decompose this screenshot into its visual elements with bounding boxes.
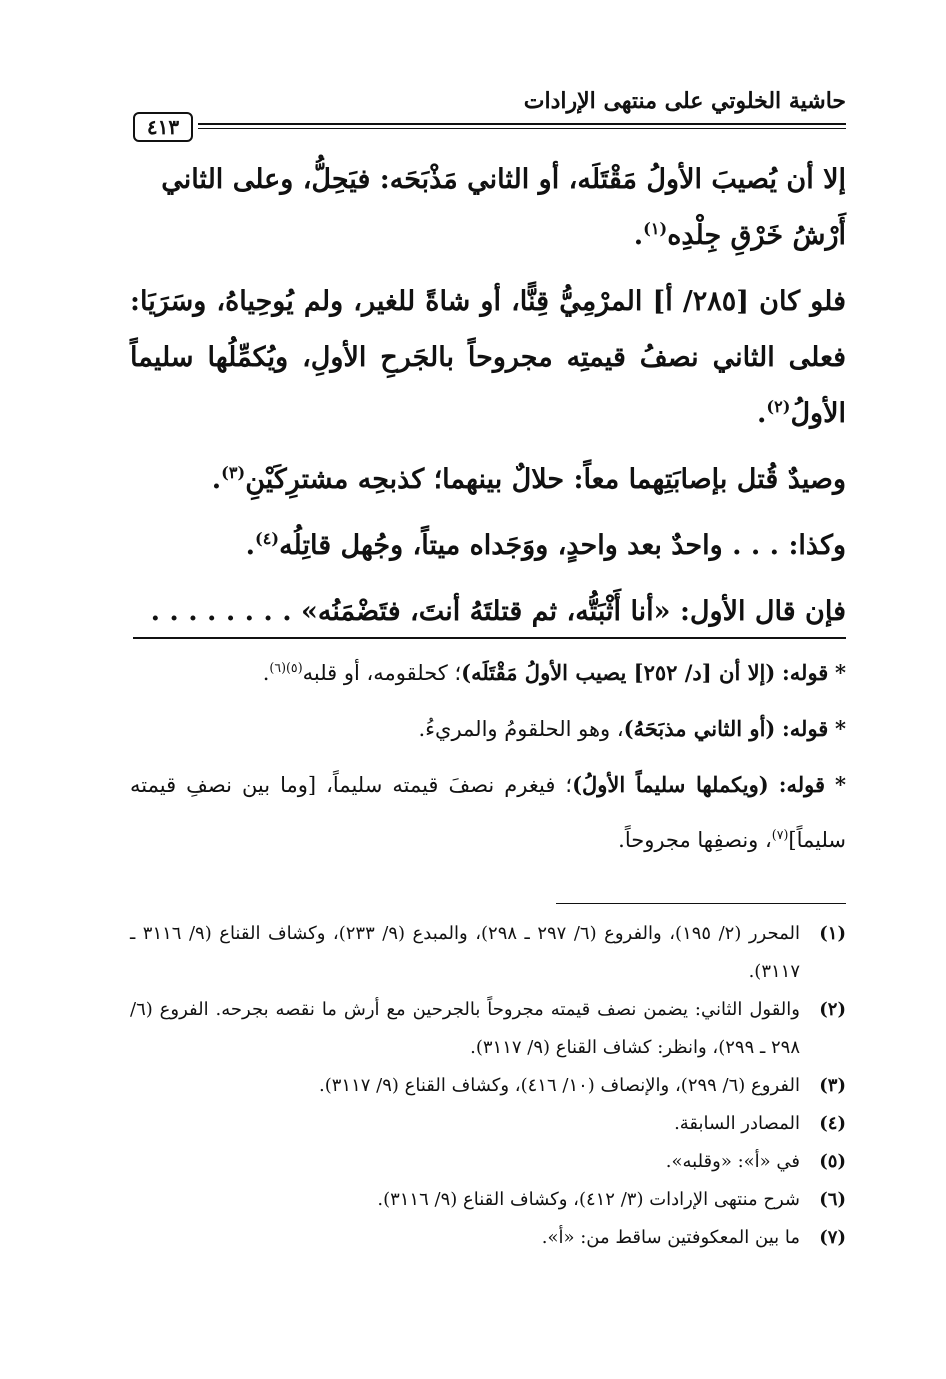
main-text (130, 152, 846, 640)
commentary-label: قوله: (778, 772, 825, 797)
main-paragraph-2 (130, 274, 846, 442)
footnote-number: (١) (819, 923, 846, 944)
commentary-text: ؛ كحلقومه، أو قلبه (302, 661, 462, 685)
footnote-number: (٤) (819, 1113, 846, 1134)
main-p2-text: فلو كان [٢٨٥/ أ] المرْمِيُّ قِنًّا، أو شاةً للغير، ولم يُوحِياهُ، وسَرَيَا: فعلى الثاني نصفُ قيمتِه مجروحاً بالجَرحِ الأولِ، ويُكمِّلُها سليماً الأولُ (130, 286, 846, 429)
footnote-ref[interactable]: (٢) (766, 397, 791, 416)
bullet-star-icon: * (835, 716, 846, 741)
commentary-text-end: ، ونصفِها مجروحاً. (618, 828, 772, 852)
commentary-1 (130, 645, 846, 701)
header-rule (198, 123, 846, 125)
footnote-item (130, 1105, 846, 1143)
punct: . (633, 220, 644, 251)
commentary-label: قوله: (782, 716, 829, 741)
footnote-text: شرح منتهى الإرادات (٣/ ٤١٢)، وكشاف القناع (٩/ ٣١١٦). (377, 1189, 800, 1210)
footnote-text: المحرر (٢/ ١٩٥)، والفروع (٦/ ٢٩٧ ـ ٢٩٨)، والمبدع (٩/ ٢٣٣)، وكشاف القناع (٩/ ٣١١٦ ـ ٣١١٧). (130, 923, 800, 982)
header-rule-thin (198, 128, 846, 129)
bullet-star-icon: * (835, 660, 846, 685)
footnote-number: (٧) (819, 1227, 846, 1248)
commentary-3 (130, 757, 846, 868)
commentary-label: قوله: (782, 660, 829, 685)
main-p3-text: وصيدٌ قُتل بإصابَتِهما معاً: حلالٌ بينهما؛ كذبحِه مشترِكَيْنِ (245, 464, 846, 495)
footnote-item (130, 915, 846, 991)
footnote-number: (٦) (819, 1189, 846, 1210)
main-paragraph-5 (130, 584, 846, 640)
main-paragraph-3 (130, 452, 846, 508)
commentary-text: ؛ فيغرم نصفَ قيمته سليماً، [وما بين نصفِ قيمته سليماً] (130, 773, 846, 852)
punct: . (245, 530, 256, 561)
main-p4-text: وكذا: . . . واحدٌ بعد واحدٍ، ووَجَداه ميتاً، وجُهل قاتِلُه (279, 530, 846, 561)
main-p1-line2: أَرْشُ خَرْقِ جِلْدِه (667, 220, 846, 251)
footnote-text: ما بين المعكوفتين ساقط من: «أ». (541, 1227, 800, 1248)
footnote-ref[interactable]: (٧) (771, 827, 789, 842)
punct: . (211, 464, 222, 495)
footnote-text: المصادر السابقة. (674, 1113, 800, 1134)
footnote-item (130, 1067, 846, 1105)
footnote-text: في «أ»: «وقلبه». (665, 1151, 800, 1172)
footnote-number: (٣) (819, 1075, 846, 1096)
footnote-item (130, 1181, 846, 1219)
footnote-separator (556, 903, 846, 904)
commentary-text: ، وهو الحلقومُ والمريءُ. (418, 717, 624, 741)
main-paragraph-1 (130, 152, 846, 264)
footnotes-section (130, 915, 846, 1257)
commentary-quote: (إلا أن [د/ ٢٥٢] يصيب الأولُ مَقْتَلَه) (461, 660, 776, 685)
footnote-ref[interactable]: (١) (643, 219, 668, 238)
commentary-quote: (أو الثاني مذبَحَهُ) (623, 716, 776, 741)
running-header-title: حاشية الخلوتي على منتهى الإرادات (523, 88, 846, 114)
footnote-ref[interactable]: (٣) (221, 463, 246, 482)
footnote-ref[interactable]: (٥)(٦) (269, 660, 303, 675)
footnote-text: الفروع (٦/ ٢٩٩)، والإنصاف (١٠/ ٤١٦)، وكشاف القناع (٩/ ٣١١٧). (319, 1075, 800, 1096)
commentary-section (130, 645, 846, 868)
footnote-text: والقول الثاني: يضمن نصف قيمته مجروحاً بالجرحين مع أرش ما نقصه بجرحه. الفروع (٦/ ٢٩٨ ـ ٢٩٩)، وانظر: كشاف القناع (٩/ ٣١١٧). (130, 999, 800, 1058)
commentary-2 (130, 701, 846, 757)
footnote-item (130, 1143, 846, 1181)
commentary-separator (133, 637, 846, 639)
main-p1-line1: إلا أن يُصيبَ الأولُ مَقْتَلَه، أو الثاني مَذْبَحَه: فيَحِلُّ، وعلى الثاني (161, 164, 846, 195)
footnote-number: (٢) (819, 999, 846, 1020)
punct: . (262, 661, 270, 685)
footnote-item (130, 991, 846, 1067)
bullet-star-icon: * (835, 772, 846, 797)
footnote-item (130, 1219, 846, 1257)
commentary-quote: (ويكملها سليماً الأولُ) (572, 772, 769, 797)
page-number-box: ٤١٣ (133, 112, 193, 142)
main-paragraph-4 (130, 518, 846, 574)
main-p5-text: فإن قال الأول: «أنا أَثْبَتُّه، ثم قتلتَهُ أنتَ، فتَضْمَنُه» . . . . . . . . (150, 596, 846, 627)
footnote-number: (٥) (819, 1151, 846, 1172)
punct: . (756, 398, 767, 429)
footnote-ref[interactable]: (٤) (255, 529, 280, 548)
